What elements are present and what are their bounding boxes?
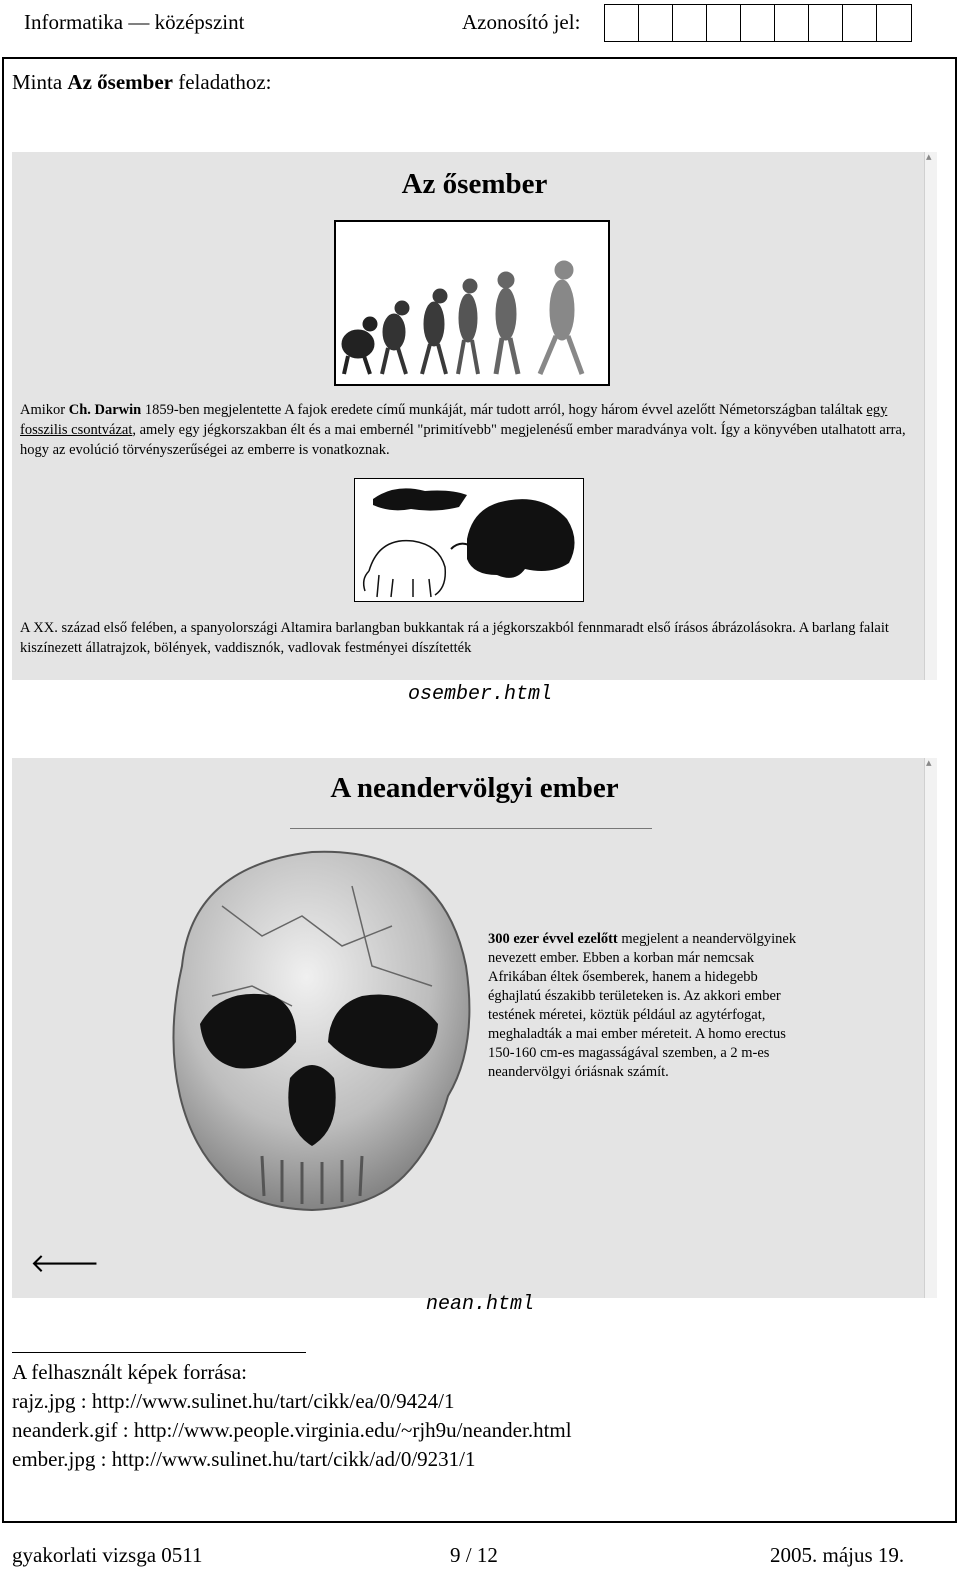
footer-page: 9 / 12	[450, 1543, 498, 1567]
source-line: rajz.jpg : http://www.sulinet.hu/tart/cikk/ea/0/9424/1	[12, 1389, 455, 1413]
para-rest: megjelent a neandervölgyinek nevezett ember. Ebben a korban már nemcsak Afrikában éltek ősemberek, hanem a hidegebb éghajlatú északibb területeken is. Az akkori ember testének méretei, köztük például az agytérfogat, meghaladták a mai ember méreteit. A homo erectus 150-160 cm-es magasságával szemben, a 2 m-es neandervölgyi óriásnak számít.	[488, 931, 797, 1080]
intro-bold: Az ősember	[67, 70, 173, 94]
id-box	[809, 5, 843, 41]
nean-filename: nean.html	[425, 1293, 535, 1316]
scrollbar[interactable]	[924, 758, 937, 1298]
intro-prefix: Minta	[12, 70, 68, 94]
neanderthal-paragraph	[488, 930, 798, 1082]
osember-filename: osember.html	[407, 683, 553, 706]
id-box	[775, 5, 809, 41]
id-box	[741, 5, 775, 41]
fossil-link[interactable]: egy fosszilis csontvázat	[20, 402, 888, 438]
id-box	[707, 5, 741, 41]
header-subject: Informatika — középszint	[24, 10, 245, 34]
source-line: ember.jpg : http://www.sulinet.hu/tart/cikk/ad/0/9231/1	[12, 1447, 476, 1471]
para1-part-c: , amely egy jégkorszakban élt és a mai embernél "primitívebb" megjelenésű ember maradványa volt. Így a könyvében utalhatott arra, hogy az evolúció törvényszerűségei az emberre is vonatkoznak.	[20, 422, 906, 458]
cave-painting-image	[354, 478, 584, 602]
page-title: Az ősember	[401, 168, 548, 200]
osember-page-screenshot	[12, 152, 937, 680]
back-arrow-icon[interactable]: 🡐	[30, 1249, 100, 1278]
title-divider	[290, 828, 652, 829]
id-box	[843, 5, 877, 41]
intro-text	[12, 70, 272, 95]
id-box	[673, 5, 707, 41]
para-bold: 300 ezer évvel ezelőtt	[488, 931, 618, 947]
header-id-label: Azonosító jel:	[462, 10, 581, 34]
footer-exam: gyakorlati vizsga 0511	[12, 1543, 203, 1567]
darwin-name: Ch. Darwin	[68, 402, 142, 418]
para1-part-b: 1859-ben megjelentette A fajok eredete című munkáját, már tudott arról, hogy három évvel azelőtt Németországban találtak	[141, 402, 867, 418]
id-box	[605, 5, 639, 41]
nean-page-screenshot	[12, 758, 937, 1298]
id-box	[877, 5, 911, 41]
skull-image	[152, 846, 482, 1216]
page-title: A neandervölgyi ember	[330, 772, 619, 804]
id-box	[639, 5, 673, 41]
source-line: neanderk.gif : http://www.people.virginia.edu/~rjh9u/neander.html	[12, 1418, 572, 1442]
sources-divider	[12, 1352, 306, 1353]
intro-suffix: feladathoz:	[172, 70, 272, 94]
sources-heading: A felhasznált képek forrása:	[12, 1360, 247, 1384]
altamira-paragraph: A XX. század első felében, a spanyolországi Altamira barlangban bukkantak rá a jégkorszakból fennmaradt első írásos ábrázolásokra. A barlang falait kiszínezett állatrajzok, bölények, vaddisznók, vadlovak festményei díszítették	[20, 620, 889, 656]
darwin-paragraph	[20, 400, 915, 460]
scrollbar[interactable]	[924, 152, 937, 680]
id-boxes	[604, 4, 912, 42]
evolution-image	[334, 220, 610, 386]
para1-part-a: Amikor	[20, 402, 69, 418]
footer-date: 2005. május 19.	[770, 1543, 905, 1567]
